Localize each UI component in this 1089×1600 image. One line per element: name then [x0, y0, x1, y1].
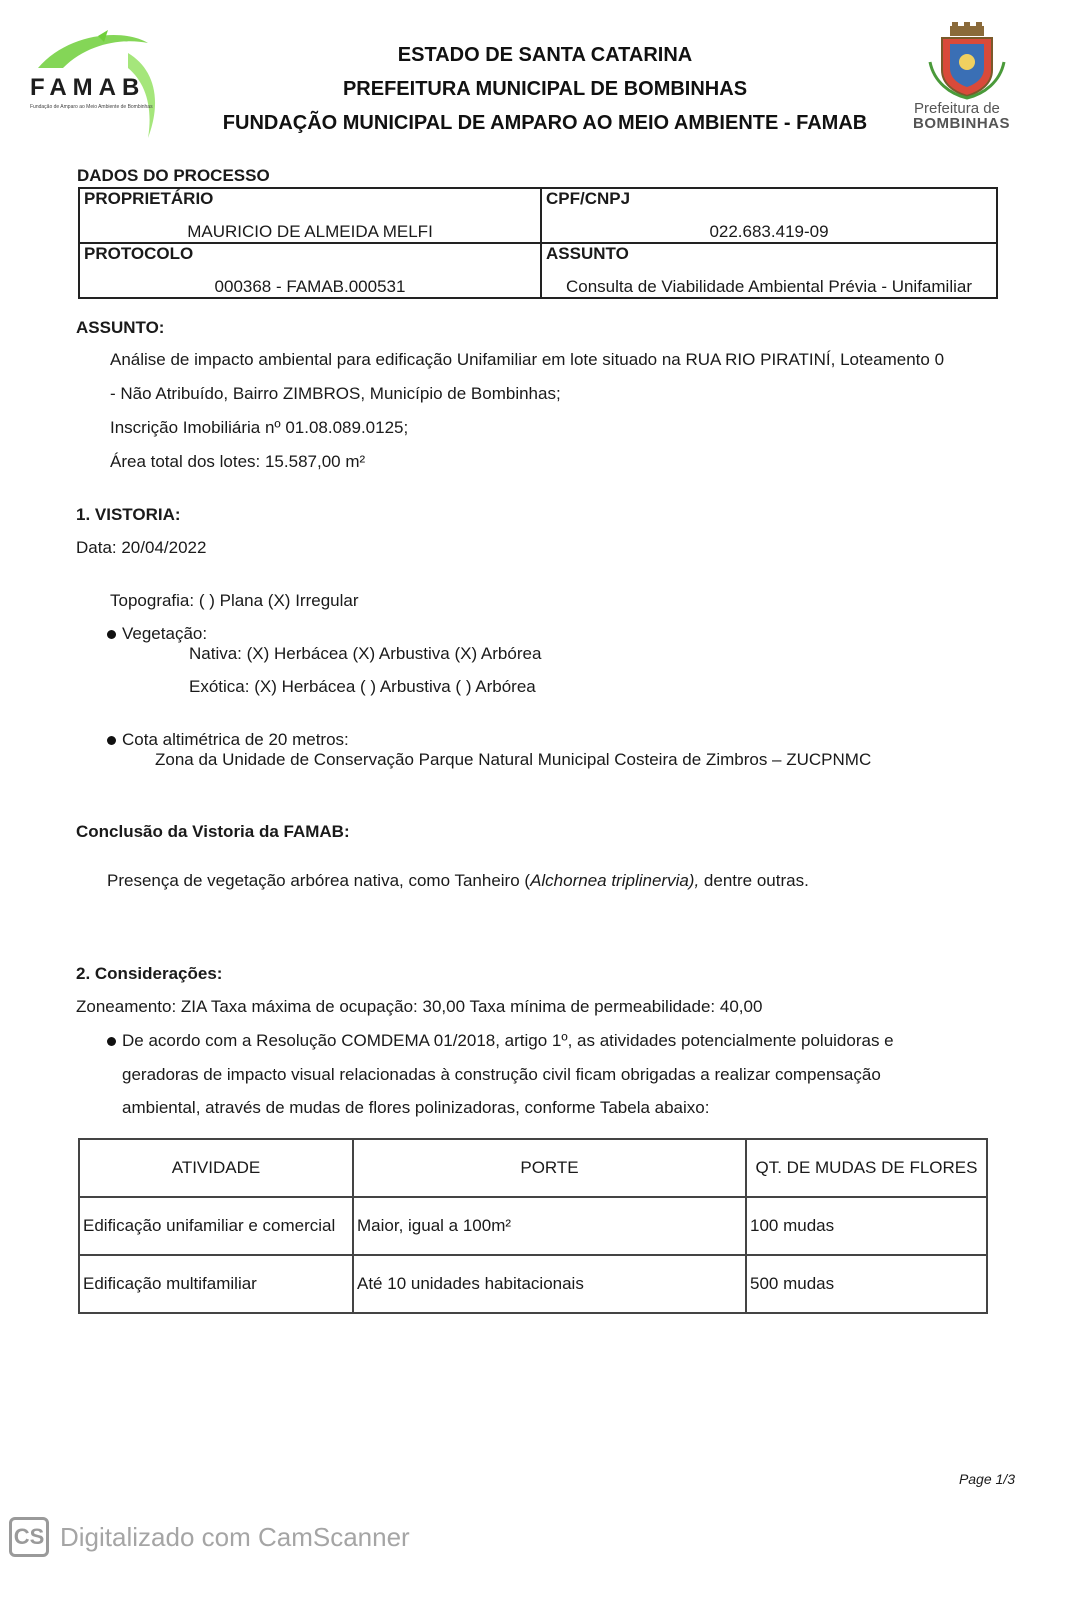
- assunto-line3: Inscrição Imobiliária nº 01.08.089.0125;: [110, 418, 409, 437]
- protocolo-cell: [79, 243, 541, 298]
- cpf-label: CPF/CNPJ: [546, 189, 631, 208]
- assunto-line2: - Não Atribuído, Bairro ZIMBROS, Município de Bombinhas;: [110, 384, 561, 403]
- prefeitura-logo-line1: Prefeitura de: [914, 100, 1000, 117]
- table-header-cell: PORTE: [353, 1139, 746, 1197]
- table-cell: Edificação unifamiliar e comercial: [79, 1197, 353, 1255]
- table-header-cell: QT. DE MUDAS DE FLORES: [746, 1139, 987, 1197]
- header-state: ESTADO DE SANTA CATARINA: [397, 44, 693, 66]
- assunto-cell: [541, 243, 997, 298]
- assunto-line1: Análise de impacto ambiental para edificação Unifamiliar em lote situado na RUA RIO PIRATINÍ, Loteamento 0: [110, 350, 945, 369]
- table-header-cell: ATIVIDADE: [79, 1139, 353, 1197]
- species-name: Alchornea triplinervia),: [530, 871, 700, 890]
- cpf-value: 022.683.419-09: [709, 222, 829, 241]
- camscanner-logo-icon: CS: [9, 1517, 49, 1557]
- header-fundacao: FUNDAÇÃO MUNICIPAL DE AMPARO AO MEIO AMBIENTE - FAMAB: [222, 112, 868, 134]
- assunto-line4: Área total dos lotes: 15.587,00 m²: [110, 452, 366, 471]
- proprietario-cell: [79, 188, 541, 243]
- assunto-label: ASSUNTO: [546, 244, 629, 263]
- cota-label: Cota altimétrica de 20 metros:: [122, 730, 349, 749]
- zoneamento: Zoneamento: ZIA Taxa máxima de ocupação: 30,00 Taxa mínima de permeabilidade: 40,00: [76, 997, 763, 1016]
- table-cell: 500 mudas: [746, 1255, 987, 1313]
- table-cell: Edificação multifamiliar: [79, 1255, 353, 1313]
- bullet-icon: [107, 630, 116, 639]
- table-cell: Maior, igual a 100m²: [353, 1197, 746, 1255]
- consideracoes-bullet-line1: De acordo com a Resolução COMDEMA 01/2018, artigo 1º, as atividades potencialmente poluidoras e: [122, 1031, 894, 1050]
- process-title: DADOS DO PROCESSO: [77, 166, 270, 185]
- consideracoes-bullet-line2: geradoras de impacto visual relacionadas à construção civil ficam obrigadas a realizar compensação: [122, 1065, 881, 1084]
- famab-logo: [28, 28, 168, 148]
- cota-zone: Zona da Unidade de Conservação Parque Natural Municipal Costeira de Zimbros – ZUCPNMC: [155, 750, 872, 769]
- table-row: [79, 1255, 987, 1313]
- header-prefeitura: PREFEITURA MUNICIPAL DE BOMBINHAS: [342, 78, 748, 100]
- protocolo-label: PROTOCOLO: [84, 244, 194, 263]
- topografia: Topografia: ( ) Plana (X) Irregular: [110, 591, 359, 610]
- cpf-cell: [541, 188, 997, 243]
- assunto-heading: ASSUNTO:: [76, 318, 165, 337]
- vegetacao-nativa: Nativa: (X) Herbácea (X) Arbustiva (X) Arbórea: [189, 644, 542, 663]
- table-cell: Até 10 unidades habitacionais: [353, 1255, 746, 1313]
- coat-of-arms-icon: [910, 22, 1025, 102]
- camscanner-watermark: Digitalizado com CamScanner: [60, 1522, 410, 1552]
- bullet-icon: [107, 1037, 116, 1046]
- vegetacao-label: Vegetação:: [122, 624, 208, 643]
- vistoria-date: Data: 20/04/2022: [76, 538, 207, 557]
- page-number: Page 1/3: [958, 1471, 1015, 1487]
- table-row: [79, 1197, 987, 1255]
- prefeitura-logo-line2: BOMBINHAS: [913, 115, 1010, 132]
- proprietario-value: MAURICIO DE ALMEIDA MELFI: [187, 222, 433, 241]
- vegetacao-exotica: Exótica: (X) Herbácea ( ) Arbustiva ( ) Arbórea: [189, 677, 536, 696]
- consideracoes-bullet-line3: ambiental, através de mudas de flores polinizadoras, conforme Tabela abaixo:: [122, 1098, 710, 1117]
- conclusao-text-after: dentre outras.: [699, 871, 809, 890]
- conclusao-text: [107, 871, 809, 891]
- consideracoes-heading: 2. Considerações:: [76, 964, 223, 983]
- protocolo-value: 000368 - FAMAB.000531: [214, 277, 406, 296]
- compensation-table: [78, 1138, 988, 1314]
- conclusao-heading: Conclusão da Vistoria da FAMAB:: [76, 822, 350, 841]
- famab-logo-text: FAMAB: [30, 74, 146, 101]
- famab-logo-subtext: Fundação de Amparo ao Meio Ambiente de Bombinhas: [30, 104, 153, 110]
- assunto-value: Consulta de Viabilidade Ambiental Prévia - Unifamiliar: [565, 277, 972, 296]
- table-header-row: [79, 1139, 987, 1197]
- prefeitura-logo: [910, 22, 1025, 137]
- vistoria-heading: 1. VISTORIA:: [76, 505, 181, 524]
- table-cell: 100 mudas: [746, 1197, 987, 1255]
- proprietario-label: PROPRIETÁRIO: [84, 189, 214, 208]
- process-table: [78, 187, 998, 299]
- conclusao-text-before: Presença de vegetação arbórea nativa, como Tanheiro (: [107, 871, 531, 890]
- bullet-icon: [107, 736, 116, 745]
